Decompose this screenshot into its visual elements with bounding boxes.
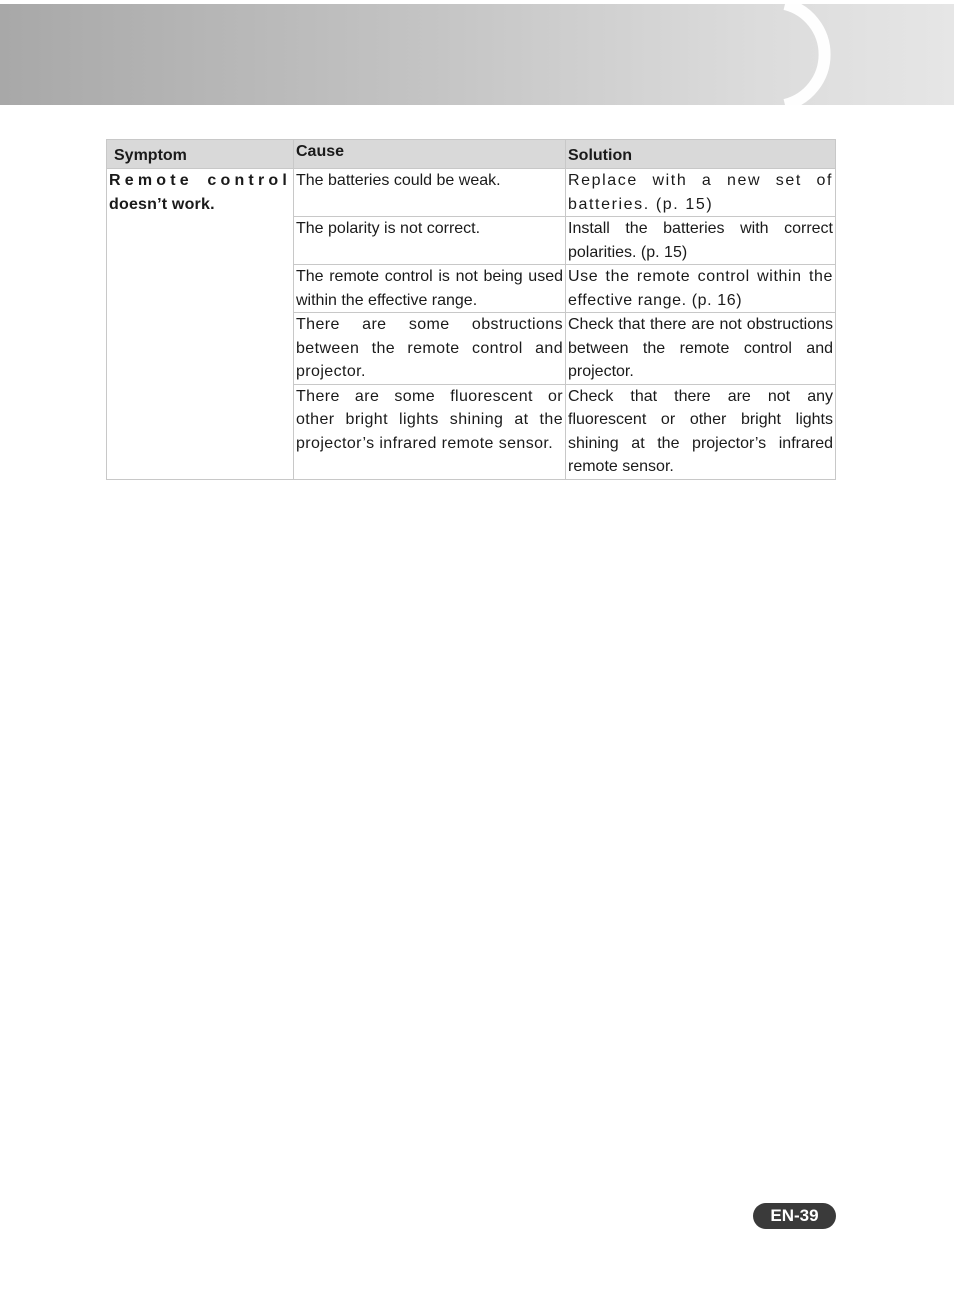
cause-cell: The polarity is not correct. (294, 217, 566, 265)
solution-cell: Check that there are not any fluorescent or other bright lights shining at the projector’s infrared remote sensor. (566, 384, 836, 479)
table-header-row (107, 140, 836, 169)
solution-cell: Check that there are not obstructions between the remote control and projector. (566, 313, 836, 385)
troubleshooting-table (106, 139, 836, 480)
symptom-line-2: doesn’t work. (109, 195, 215, 213)
table-row (107, 169, 836, 217)
symptom-cell (107, 169, 294, 480)
solution-cell: Use the remote control within the effective range. (p. 16) (566, 265, 836, 313)
column-header-solution: Solution (566, 140, 836, 169)
cause-cell: There are some fluorescent or other bright lights shining at the projector’s infrared remote sensor. (294, 384, 566, 479)
symptom-line-1: Remote control (109, 172, 291, 189)
header-arc-decoration (0, 4, 954, 105)
solution-cell: Replace with a new set of batteries. (p. 15) (566, 169, 836, 217)
column-header-symptom: Symptom (107, 140, 294, 169)
cause-cell: The remote control is not being used within the effective range. (294, 265, 566, 313)
cause-cell: There are some obstructions between the remote control and projector. (294, 313, 566, 385)
page-number-badge: EN-39 (753, 1203, 836, 1229)
solution-cell: Install the batteries with correct polarities. (p. 15) (566, 217, 836, 265)
column-header-cause: Cause (294, 140, 566, 169)
cause-cell: The batteries could be weak. (294, 169, 566, 217)
